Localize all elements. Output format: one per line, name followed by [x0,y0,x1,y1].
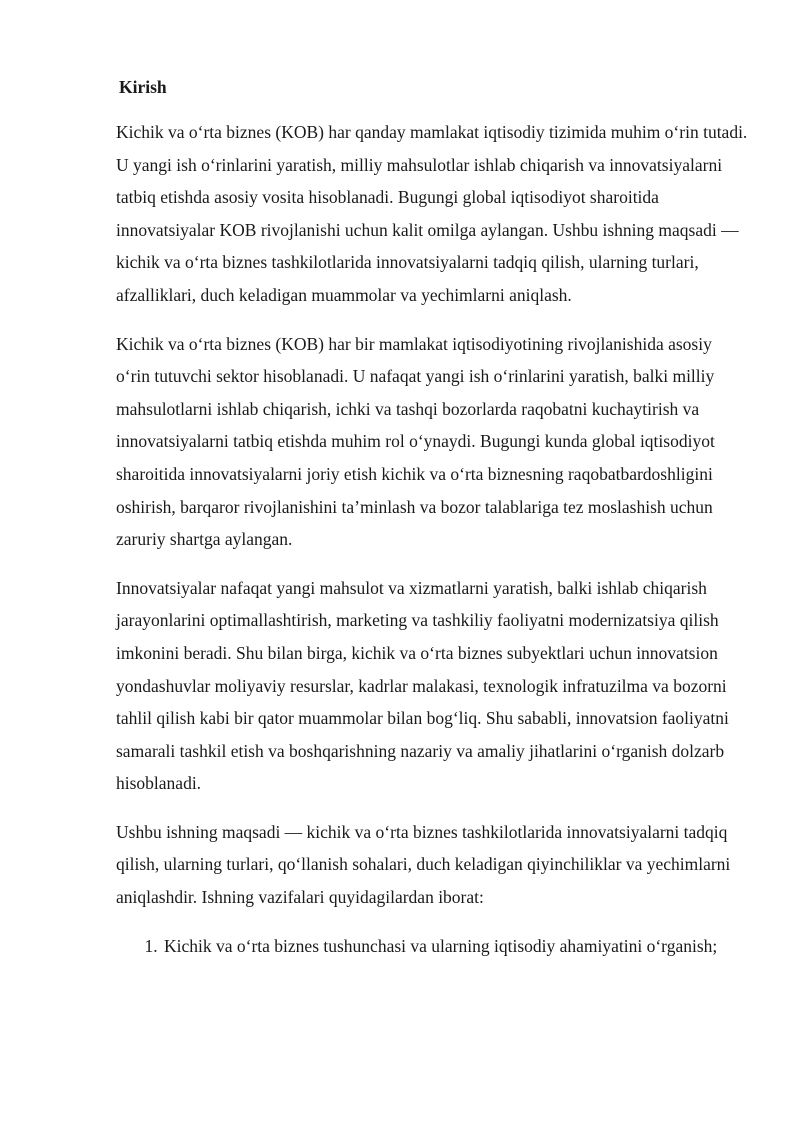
paragraph-kob-role: Kichik va o‘rta biznes (KOB) har bir mamlakat iqtisodiyotining rivojlanishida asosiy o‘rin tutuvchi sektor hisoblanadi. U nafaqat yangi ish o‘rinlarini yaratish, balki milliy mahsulotlarni ishlab chiqarish, ichki va tashqi bozorlarda raqobatni kuchaytirish va innovatsiyalarni tatbiq etishda muhim rol o‘ynaydi. Bugungi kunda global iqtisodiyot sharoitida innovatsiyalarni joriy etish kichik va o‘rta biznesning raqobatbardoshligini oshirish, barqaror rivojlanishini ta’minlash va bozor talablariga tez moslashish uchun zaruriy shartga aylangan. [116,333,715,550]
task-list [116,930,748,963]
section-heading: Kirish [119,77,167,97]
task-list-item: 1. Kichik va o‘rta biznes tushunchasi va ularning iqtisodiy ahamiyatini o‘rganish; [162,930,748,963]
paragraph-innovations: Innovatsiyalar nafaqat yangi mahsulot va xizmatlarni yaratish, balki ishlab chiqarish jarayonlarini optimallashtirish, marketing va tashkiliy faoliyatni modernizatsiya qilish imkonini beradi. Shu bilan birga, kichik va o‘rta biznes subyektlari uchun innovatsion yondashuvlar moliyaviy resurslar, kadrlar malakasi, texnologik infratuzilma va bozorni tahlil qilish kabi bir qator muammolar bilan bog‘liq. Shu sababli, innovatsion faoliyatni samarali tashkil etish va boshqarishning nazariy va amaliy jihatlarini o‘rganish dolzarb hisoblanadi. [116,577,729,794]
paragraph-goal: Ushbu ishning maqsadi — kichik va o‘rta biznes tashkilotlarida innovatsiyalarni tadqiq qilish, ularning turlari, qo‘llanish sohalari, duch keladigan qiyinchiliklar va yechimlarni aniqlashdir. Ishning vazifalari quyidagilardan iborat: [116,821,731,908]
paragraph-intro: Kichik va o‘rta biznes (KOB) har qanday mamlakat iqtisodiy tizimida muhim o‘rin tutadi. U yangi ish o‘rinlarini yaratish, milliy mahsulotlar ishlab chiqarish va innovatsiyalarni tatbiq etishda asosiy vosita hisoblanadi. Bugungi global iqtisodiyot sharoitida innovatsiyalar KOB rivojlanishi uchun kalit omilga aylangan. Ushbu ishning maqsadi — kichik va o‘rta biznes tashkilotlarida innovatsiyalarni tadqiq qilish, ularning turlari, afzalliklari, duch keladigan muammolar va yechimlarni aniqlash. [116,122,748,305]
document-body [116,71,748,962]
